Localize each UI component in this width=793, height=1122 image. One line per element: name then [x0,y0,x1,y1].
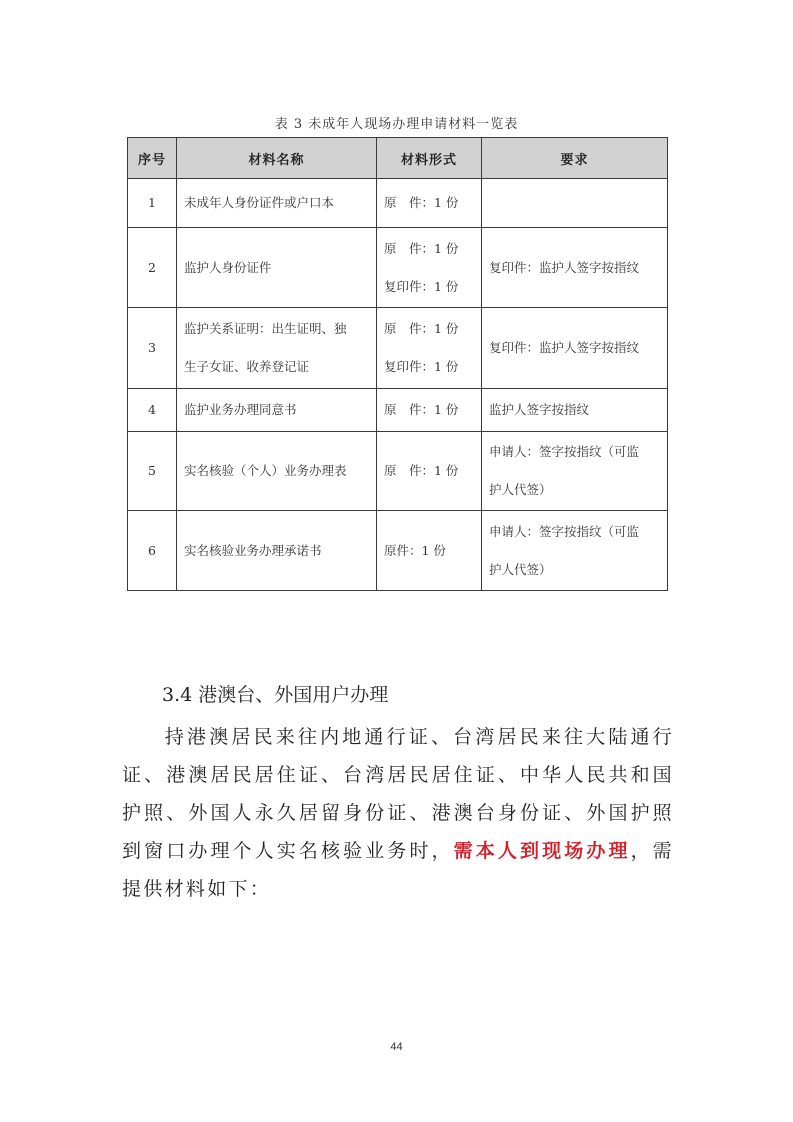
table-row [128,179,668,228]
row-name: 监护关系证明：出生证明、独 生子女证、收养登记证 [177,308,377,389]
row-form: 原 件：1 份 [377,389,482,432]
row-req: 申请人：签字按指纹（可监 护人代签） [482,511,668,591]
row-no: 6 [128,511,177,591]
row-name: 未成年人身份证件或户口本 [177,179,377,228]
row-req: 复印件：监护人签字按指纹 [482,308,668,389]
row-no: 3 [128,308,177,389]
row-form: 原 件：1 份 [377,179,482,228]
header-form: 材料形式 [377,138,482,179]
table-header-row [128,138,668,179]
header-req: 要求 [482,138,668,179]
row-req: 监护人签字按指纹 [482,389,668,432]
row-name: 实名核验业务办理承诺书 [177,511,377,591]
para-highlight: 需本人到现场办理 [453,840,631,862]
table-row [128,228,668,308]
row-no: 4 [128,389,177,432]
table-row [128,432,668,511]
page-number: 44 [390,1041,403,1053]
para-text-before: 持港澳居民来往内地通行证、台湾居民来往大陆通行证、港澳居民居住证、台湾居民居住证、中华人民共和国护照、外国人永久居留身份证、港澳台身份证、外国护照到窗口办理个人实名核验业务时， [122,726,674,862]
row-name: 监护人身份证件 [177,228,377,308]
row-form: 原 件：1 份 复印件：1 份 [377,308,482,389]
row-name: 实名核验（个人）业务办理表 [177,432,377,511]
table-row [128,511,668,591]
section-paragraph [122,718,674,908]
row-form: 原件：1 份 [377,511,482,591]
header-no: 序号 [128,138,177,179]
row-req: 复印件：监护人签字按指纹 [482,228,668,308]
row-req: 申请人：签字按指纹（可监 护人代签） [482,432,668,511]
materials-table [127,137,668,591]
header-name: 材料名称 [177,138,377,179]
table-caption: 表 3 未成年人现场办理申请材料一览表 [274,117,519,132]
table-row [128,389,668,432]
row-no: 1 [128,179,177,228]
row-req [482,179,668,228]
row-no: 2 [128,228,177,308]
row-no: 5 [128,432,177,511]
row-form: 原 件：1 份 复印件：1 份 [377,228,482,308]
row-form: 原 件：1 份 [377,432,482,511]
table-row [128,308,668,389]
para-text-after: ，需提供材料如下： [122,840,674,900]
row-name: 监护业务办理同意书 [177,389,377,432]
section-title: 3.4 港澳台、外国用户办理 [162,684,389,706]
